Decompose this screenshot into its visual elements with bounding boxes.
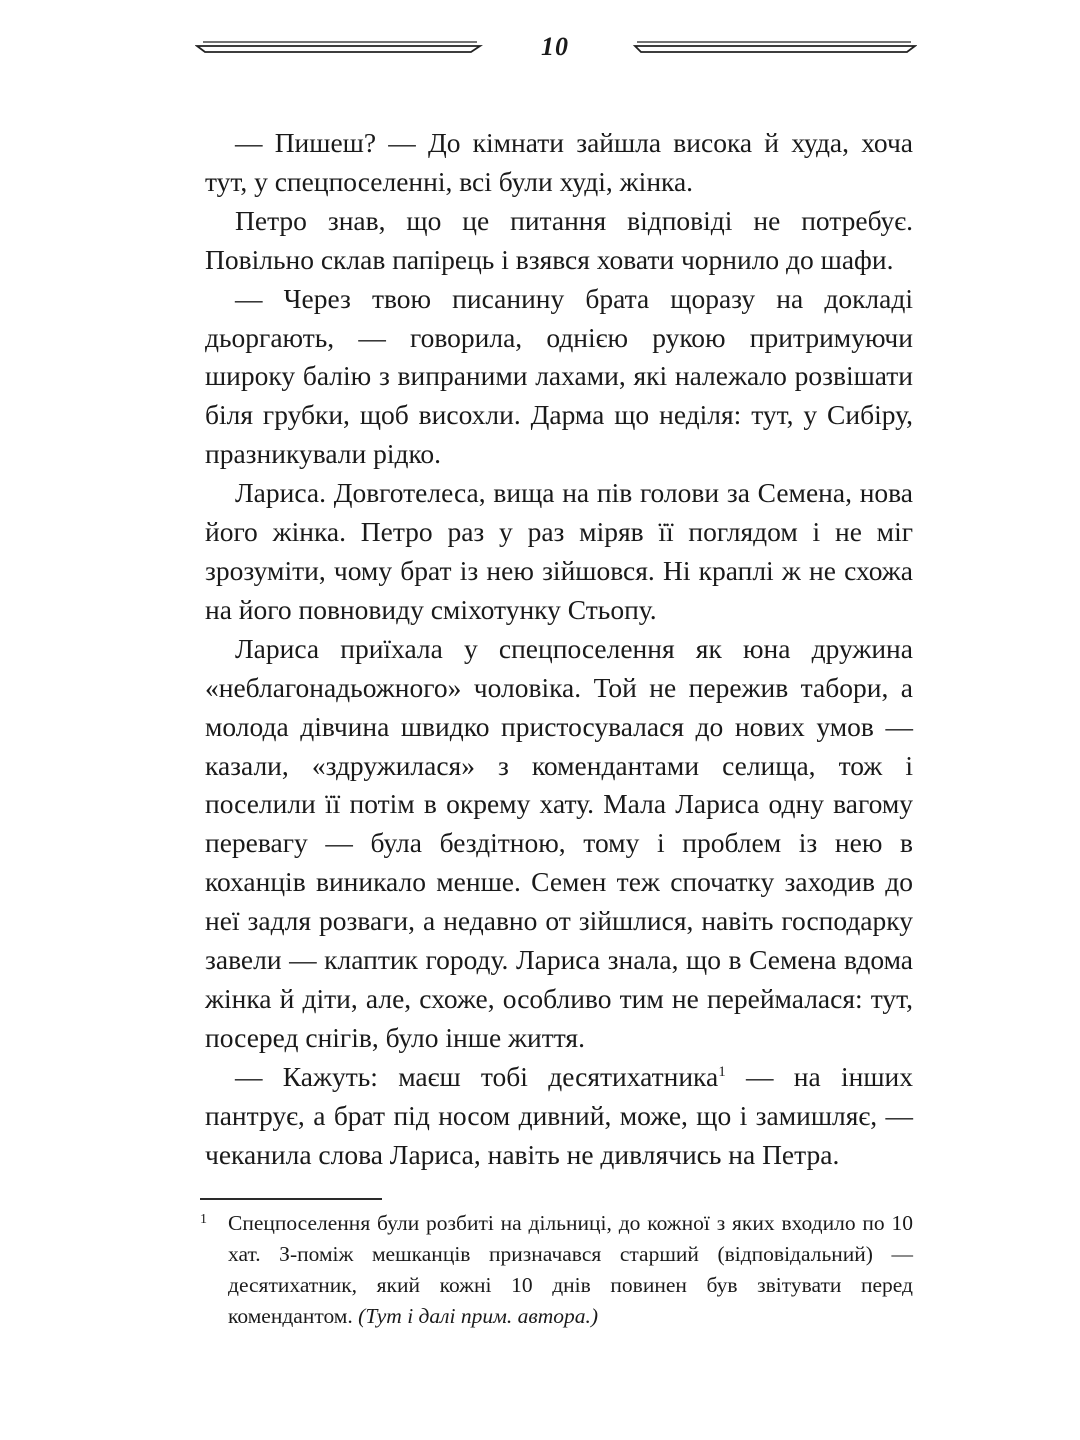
footnote-text <box>228 1208 913 1332</box>
footnote <box>200 1208 913 1332</box>
footnote-reference[interactable]: 1 <box>718 1063 726 1080</box>
page-header <box>195 28 915 68</box>
footnote-divider <box>200 1198 382 1200</box>
paragraph-text-start: — Кажуть: маєш тобі десятихатника <box>235 1060 719 1092</box>
paragraph: Лариса приїхала у спецпоселення як юна дружина «неблагонадьожного» чоловіка. Той не пережив табори, а молода дівчина швидко пристосувалася до нових умов — казали, «здружилася» з комендантами селища, тож і поселили її потім в окрему хату. Мала Лариса одну вагому перевагу — була бездітною, тому і проблем із нею в коханців виникало менше. Семен теж спочатку заходив до неї задля розваги, а недавно от зійшлися, навіть господарку завели — клаптик городу. Лариса знала, що в Семена вдома жінка й діти, але, схоже, особливо тим не переймалася: тут, посеред снігів, було інше життя. <box>205 632 913 1053</box>
paragraph: Лариса. Довготелеса, вища на пів голови за Семена, нова його жінка. Петро раз у раз міряв її поглядом і не міг зрозуміти, чому брат із нею зійшовся. Ні краплі ж не схожа на його повновиду сміхотунку Стьопу. <box>205 477 913 625</box>
footnote-body: Спецпоселення були розбиті на дільниці, до кожної з яких входило по 10 хат. З-поміж мешканців призначався старший (відповідальний) — десятихатник, який кожні 10 днів повинен був звітувати перед комендантом. <box>228 1211 913 1328</box>
header-ornament-right <box>627 28 917 68</box>
footnote-mark: 1 <box>200 1212 207 1227</box>
paragraph-text-end: — на інших пантрує, а брат під носом дивний, може, що і замишляє, — чеканила слова Лариса, навіть не дивлячись на Петра. <box>205 1060 913 1170</box>
paragraph: — Пишеш? — До кімнати зайшла висока й худа, хоча тут, у спецпоселенні, всі були худі, жінка. <box>205 127 913 197</box>
paragraph-with-footnote <box>205 1058 913 1175</box>
body-text <box>205 124 913 1174</box>
page-number: 10 <box>541 32 569 61</box>
footnote-author-note: (Тут і далі прим. автора.) <box>358 1304 599 1328</box>
paragraph: Петро знав, що це питання відповіді не потребує. Повільно склав папірець і взявся ховати чорнило до шафи. <box>205 204 913 275</box>
paragraph: — Через твою писанину брата щоразу на докладі дьоргають, — говорила, однією рукою притримуючи широку балію з випраними лахами, які належало розвішати біля грубки, щоб висохли. Дарма що неділя: тут, у Сибіру, празникували рідко. <box>205 282 913 470</box>
